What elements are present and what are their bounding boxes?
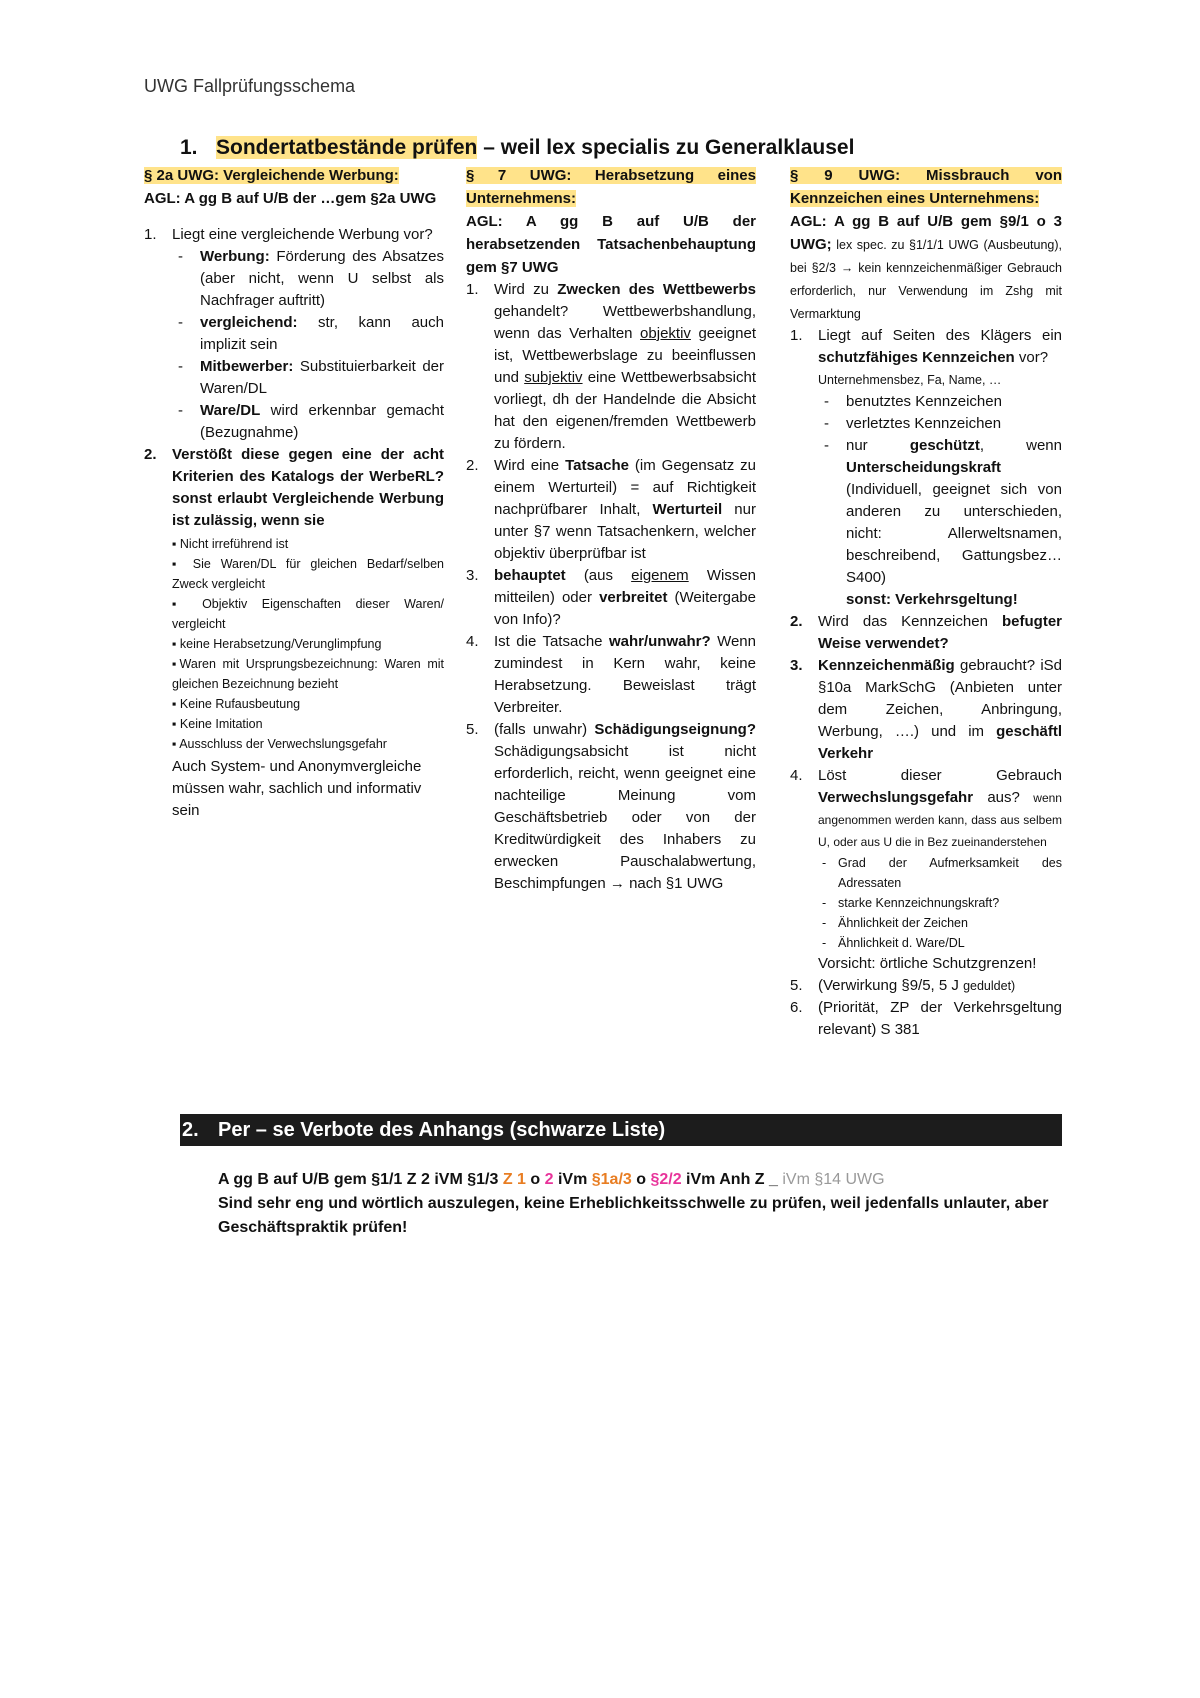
col2-item-2 (466, 455, 756, 565)
col3-text: , wenn (979, 437, 1062, 454)
col2-agl: AGL: A gg B auf U/B der herabsetzenden Tatsachenbehauptung gem §7 UWG (466, 213, 756, 276)
col2-heading-block (466, 164, 756, 279)
col3-text: (Verwirkung §9/5, 5 J (818, 977, 964, 994)
col2-item-number: 3. (466, 567, 479, 584)
col1-sub-text: Substituierbarkeit der Waren/DL (200, 358, 444, 397)
col2-item-number: 1. (466, 281, 479, 298)
col3-sub-item: - benutztes Kennzeichen (818, 391, 1062, 413)
col3-sub-item: - Grad der Aufmerksamkeit des Adressaten (818, 853, 1062, 893)
col3-item-4-sublist (818, 853, 1062, 953)
col2-bold: verbreitet (599, 589, 668, 606)
col3-item-1-sublist (818, 391, 1062, 611)
col3-bold: geschützt (909, 437, 980, 454)
col3-heading-block (790, 164, 1062, 325)
col2-text: Wird zu (494, 281, 558, 298)
col1-sub-bold: Werbung: (200, 248, 270, 265)
section-2-title-bar (180, 1114, 1062, 1146)
col3-sub-item (818, 435, 1062, 611)
col1-sub-item (172, 312, 444, 356)
criterion-item: ▪ keine Herabsetzung/Verunglimpfung (172, 637, 382, 651)
col3-text: vor? (1014, 349, 1049, 366)
col2-item-number: 5. (466, 721, 479, 738)
col3-text: aus? (973, 789, 1020, 806)
formula-part-grey: iVm §14 UWG (782, 1171, 885, 1188)
col2-text: geeignet ist, Wettbewerbslage zu beeinflussen und (494, 325, 756, 386)
col3-bold: sonst: Verkehrsgeltung! (846, 591, 1018, 608)
col3-text: (Individuell, geeignet sich von anderen zu unterschieden, nicht: Allerweltsnamen, beschreibend, Gattungsbez… S400) (846, 481, 1062, 586)
col3-text: Liegt auf Seiten des Klägers ein (818, 327, 1062, 344)
col1-sub-item (172, 356, 444, 400)
section-1-title-highlight: Sondertatbestände prüfen (216, 136, 478, 159)
col2-bold: behauptet (494, 567, 566, 584)
criterion-item: ▪ Objektiv Eigenschaften dieser Waren/ vergleicht (172, 597, 444, 631)
col3-text: Löst dieser Gebrauch (818, 767, 1062, 784)
criterion-item: ▪ Sie Waren/DL für gleichen Bedarf/selben Zweck vergleicht (172, 557, 444, 591)
col3-text: (Priorität, ZP der Verkehrsgeltung relevant) S 381 (818, 999, 1062, 1038)
col3-bold: Verwechslungsgefahr (818, 789, 974, 806)
column-9-uwg (790, 164, 1062, 1041)
col1-list (144, 224, 444, 532)
col3-agl: AGL: A gg B auf U/B gem §9/1 o 3 UWG; (790, 213, 1062, 253)
column-2a-uwg (144, 164, 444, 822)
col1-heading: § 2a UWG: Vergleichende Werbung: (144, 167, 399, 184)
section-1-number: 1. (180, 136, 198, 159)
section-2-title: Per – se Verbote des Anhangs (schwarze Liste) (218, 1119, 666, 1141)
col3-bold: schutzfähiges Kennzeichen (818, 349, 1015, 366)
formula-part-orange: Z 1 (502, 1171, 526, 1188)
criterion-item: ▪Waren mit Ursprungsbezeichnung: Waren mit gleichen Bezeichnung bezieht (172, 657, 444, 691)
col3-item-number: 4. (790, 767, 803, 784)
col3-bold: Unterscheidungskraft (846, 459, 1002, 476)
col1-sub-bold: Ware/DL (200, 402, 261, 419)
formula-part-pink: 2 (544, 1171, 554, 1188)
formula-part: o (631, 1171, 651, 1188)
col3-item-number: 5. (790, 977, 803, 994)
col1-agl: AGL: A gg B auf U/B der …gem §2a UWG (144, 190, 437, 207)
criterion-item: ▪ Ausschluss der Verwechslungsgefahr (172, 737, 387, 751)
formula-part-pink: §2/2 (650, 1171, 682, 1188)
col3-sub-item: - starke Kennzeichnungskraft? (818, 893, 1062, 913)
col3-item-6 (790, 997, 1062, 1041)
col2-heading: § 7 UWG: Herabsetzung eines Unternehmens: (466, 167, 756, 207)
col2-text: (im Gegensatz zu einem Werturteil) = auf Richtigkeit nachprüfbarer Inhalt, (494, 457, 756, 518)
col2-item-1 (466, 279, 756, 455)
formula-part-orange: §1a/3 (591, 1171, 632, 1188)
col2-underline: eigenem (631, 567, 689, 584)
page-header: UWG Fallprüfungsschema (144, 76, 356, 96)
col3-sub-item: - Ähnlichkeit der Zeichen (818, 913, 1062, 933)
col3-text: Wird das Kennzeichen (818, 613, 1002, 630)
col2-bold: wahr/unwahr? (608, 633, 711, 650)
col3-sub-item: - Ähnlichkeit d. Ware/DL (818, 933, 1062, 953)
col3-sub-item: - verletztes Kennzeichen (818, 413, 1062, 435)
col1-sub-item (172, 246, 444, 312)
col1-sub-text: wird erkennbar gemacht (Bezugnahme) (200, 402, 444, 441)
col2-text: Ist die Tatsache (494, 633, 609, 650)
col3-item-4 (790, 765, 1062, 975)
col3-note: Vorsicht: örtliche Schutzgrenzen! (818, 955, 1037, 972)
section-1-title-rest: – weil lex specialis zu Generalklausel (477, 136, 855, 159)
col2-bold: Zwecken des Wettbewerbs (557, 281, 756, 298)
col2-item-number: 2. (466, 457, 479, 474)
col3-bold: Kennzeichenmäßig (818, 657, 955, 674)
col1-note: Auch System- und Anonymvergleiche müssen wahr, sachlich und informativ sein (172, 758, 422, 819)
section-2-note: Sind sehr eng und wörtlich auszulegen, keine Erheblichkeitsschwelle zu prüfen, weil jedenfalls unlauter, aber Geschäftspraktik prüfen! (218, 1195, 1049, 1236)
col3-item-number: 2. (790, 613, 803, 630)
col2-text: nur unter §7 wenn Tatsachenkern, welcher objektiv überprüfbar ist (494, 501, 756, 562)
col2-text: Wenn zumindest in Kern wahr, keine Herabsetzung. Beweislast trägt Verbreiter. (494, 633, 756, 716)
col1-item-1-text: Liegt eine vergleichende Werbung vor? (172, 226, 433, 243)
col1-sub-bold: Mitbewerber: (200, 358, 294, 375)
col1-item-1-sublist (172, 246, 444, 444)
col1-item-2-number: 2. (144, 446, 157, 463)
col2-text: gehandelt? Wettbewerbshandlung, wenn das Verhalten (494, 303, 756, 342)
section-2-body (218, 1168, 1062, 1240)
col2-text: Wird eine (494, 457, 566, 474)
col2-bold: Schädigungseignung? (594, 721, 756, 738)
col1-criteria-list (172, 534, 444, 754)
col2-text: Schädigungsabsicht ist nicht erforderlich, reicht, wenn geeignet eine nachteilige Meinung vom Geschäftsbetrieb oder von der Kreditwürdigkeit des Inhabers zu erwecken Pauschalabwertung, Beschimpfungen → nach §1 UWG (494, 743, 756, 892)
col1-item-2 (144, 444, 444, 532)
col2-item-5 (466, 719, 756, 895)
col2-item-3 (466, 565, 756, 631)
section-2-number: 2. (182, 1119, 199, 1141)
formula-part: iVm (553, 1171, 592, 1188)
col2-text: (aus (565, 567, 632, 584)
col2-underline: subjektiv (524, 369, 583, 386)
col3-item-number: 1. (790, 327, 803, 344)
col1-item-2-text: Verstößt diese gegen eine der acht Kriterien des Katalogs der WerbeRL? sonst erlaubt Vergleichende Werbung ist zulässig, wenn sie (172, 446, 444, 529)
col1-sub-bold: vergleichend: (200, 314, 298, 331)
col3-heading: § 9 UWG: Missbrauch von Kennzeichen eines Unternehmens: (790, 167, 1062, 207)
col3-list (790, 325, 1062, 1041)
section-2-formula (218, 1168, 1062, 1192)
column-7-uwg (466, 164, 756, 895)
col1-sub-text: Förderung des Absatzes (aber nicht, wenn U selbst als Nachfrager auftritt) (200, 248, 444, 309)
formula-part: o (525, 1171, 545, 1188)
criterion-item: ▪ Keine Imitation (172, 717, 263, 731)
col1-item-1 (144, 224, 444, 444)
col2-item-number: 4. (466, 633, 479, 650)
col2-text: Wissen mitteilen) oder (494, 567, 757, 606)
col3-text: nur (846, 437, 910, 454)
col2-text: eine Wettbewerbsabsicht vorliegt, dh der Handelnde die Absicht hat den eigenen/fremden Wettbewerb zu fördern. (494, 369, 756, 452)
col3-item-number: 6. (790, 999, 803, 1016)
col3-item-number: 3. (790, 657, 803, 674)
col3-item-1 (790, 325, 1062, 611)
criterion-item: ▪ Keine Rufausbeutung (172, 697, 301, 711)
col3-small-text: wenn angenommen werden kann, dass aus selbem U, oder aus U die in Bez zueinanderstehen (818, 791, 1062, 849)
col2-bold: Tatsache (565, 457, 629, 474)
col1-item-1-number: 1. (144, 226, 157, 243)
col2-bold: Werturteil (652, 501, 723, 518)
col2-item-4 (466, 631, 756, 719)
col3-item-3 (790, 655, 1062, 765)
col3-text: gebraucht? iSd §10a MarkSchG (Anbieten unter dem Zeichen, Anbringung, Werbung, ….) und im (818, 657, 1062, 740)
formula-part: A gg B auf U/B gem §1/1 Z 2 iVM §1/3 (218, 1171, 503, 1188)
section-1-title (180, 136, 854, 160)
col3-item-5 (790, 975, 1062, 997)
col3-bold: befugter Weise verwendet? (818, 613, 1062, 652)
col2-text: (Weitergabe von Info)? (494, 589, 756, 628)
formula-part: iVm Anh Z _ (681, 1171, 783, 1188)
col2-underline: objektiv (640, 325, 691, 342)
col1-heading-block (144, 164, 444, 210)
col3-agl-note: lex spec. zu §1/1/1 UWG (Ausbeutung), bei §2/3 → kein kennzeichenmäßiger Gebrauch erforderlich, nur Verwendung im Zshg mit Vermarktung (790, 238, 1062, 321)
col3-small-text: geduldet) (963, 979, 1016, 993)
col2-list (466, 279, 756, 895)
col2-text: (falls unwahr) (494, 721, 595, 738)
col3-item-2 (790, 611, 1062, 655)
col1-sub-item (172, 400, 444, 444)
col3-small-text: Unternehmensbez, Fa, Name, … (818, 373, 1002, 387)
criterion-item: ▪ Nicht irreführend ist (172, 537, 289, 551)
col1-sub-text: str, kann auch implizit sein (200, 314, 444, 353)
col3-bold: geschäftl Verkehr (818, 723, 1062, 762)
